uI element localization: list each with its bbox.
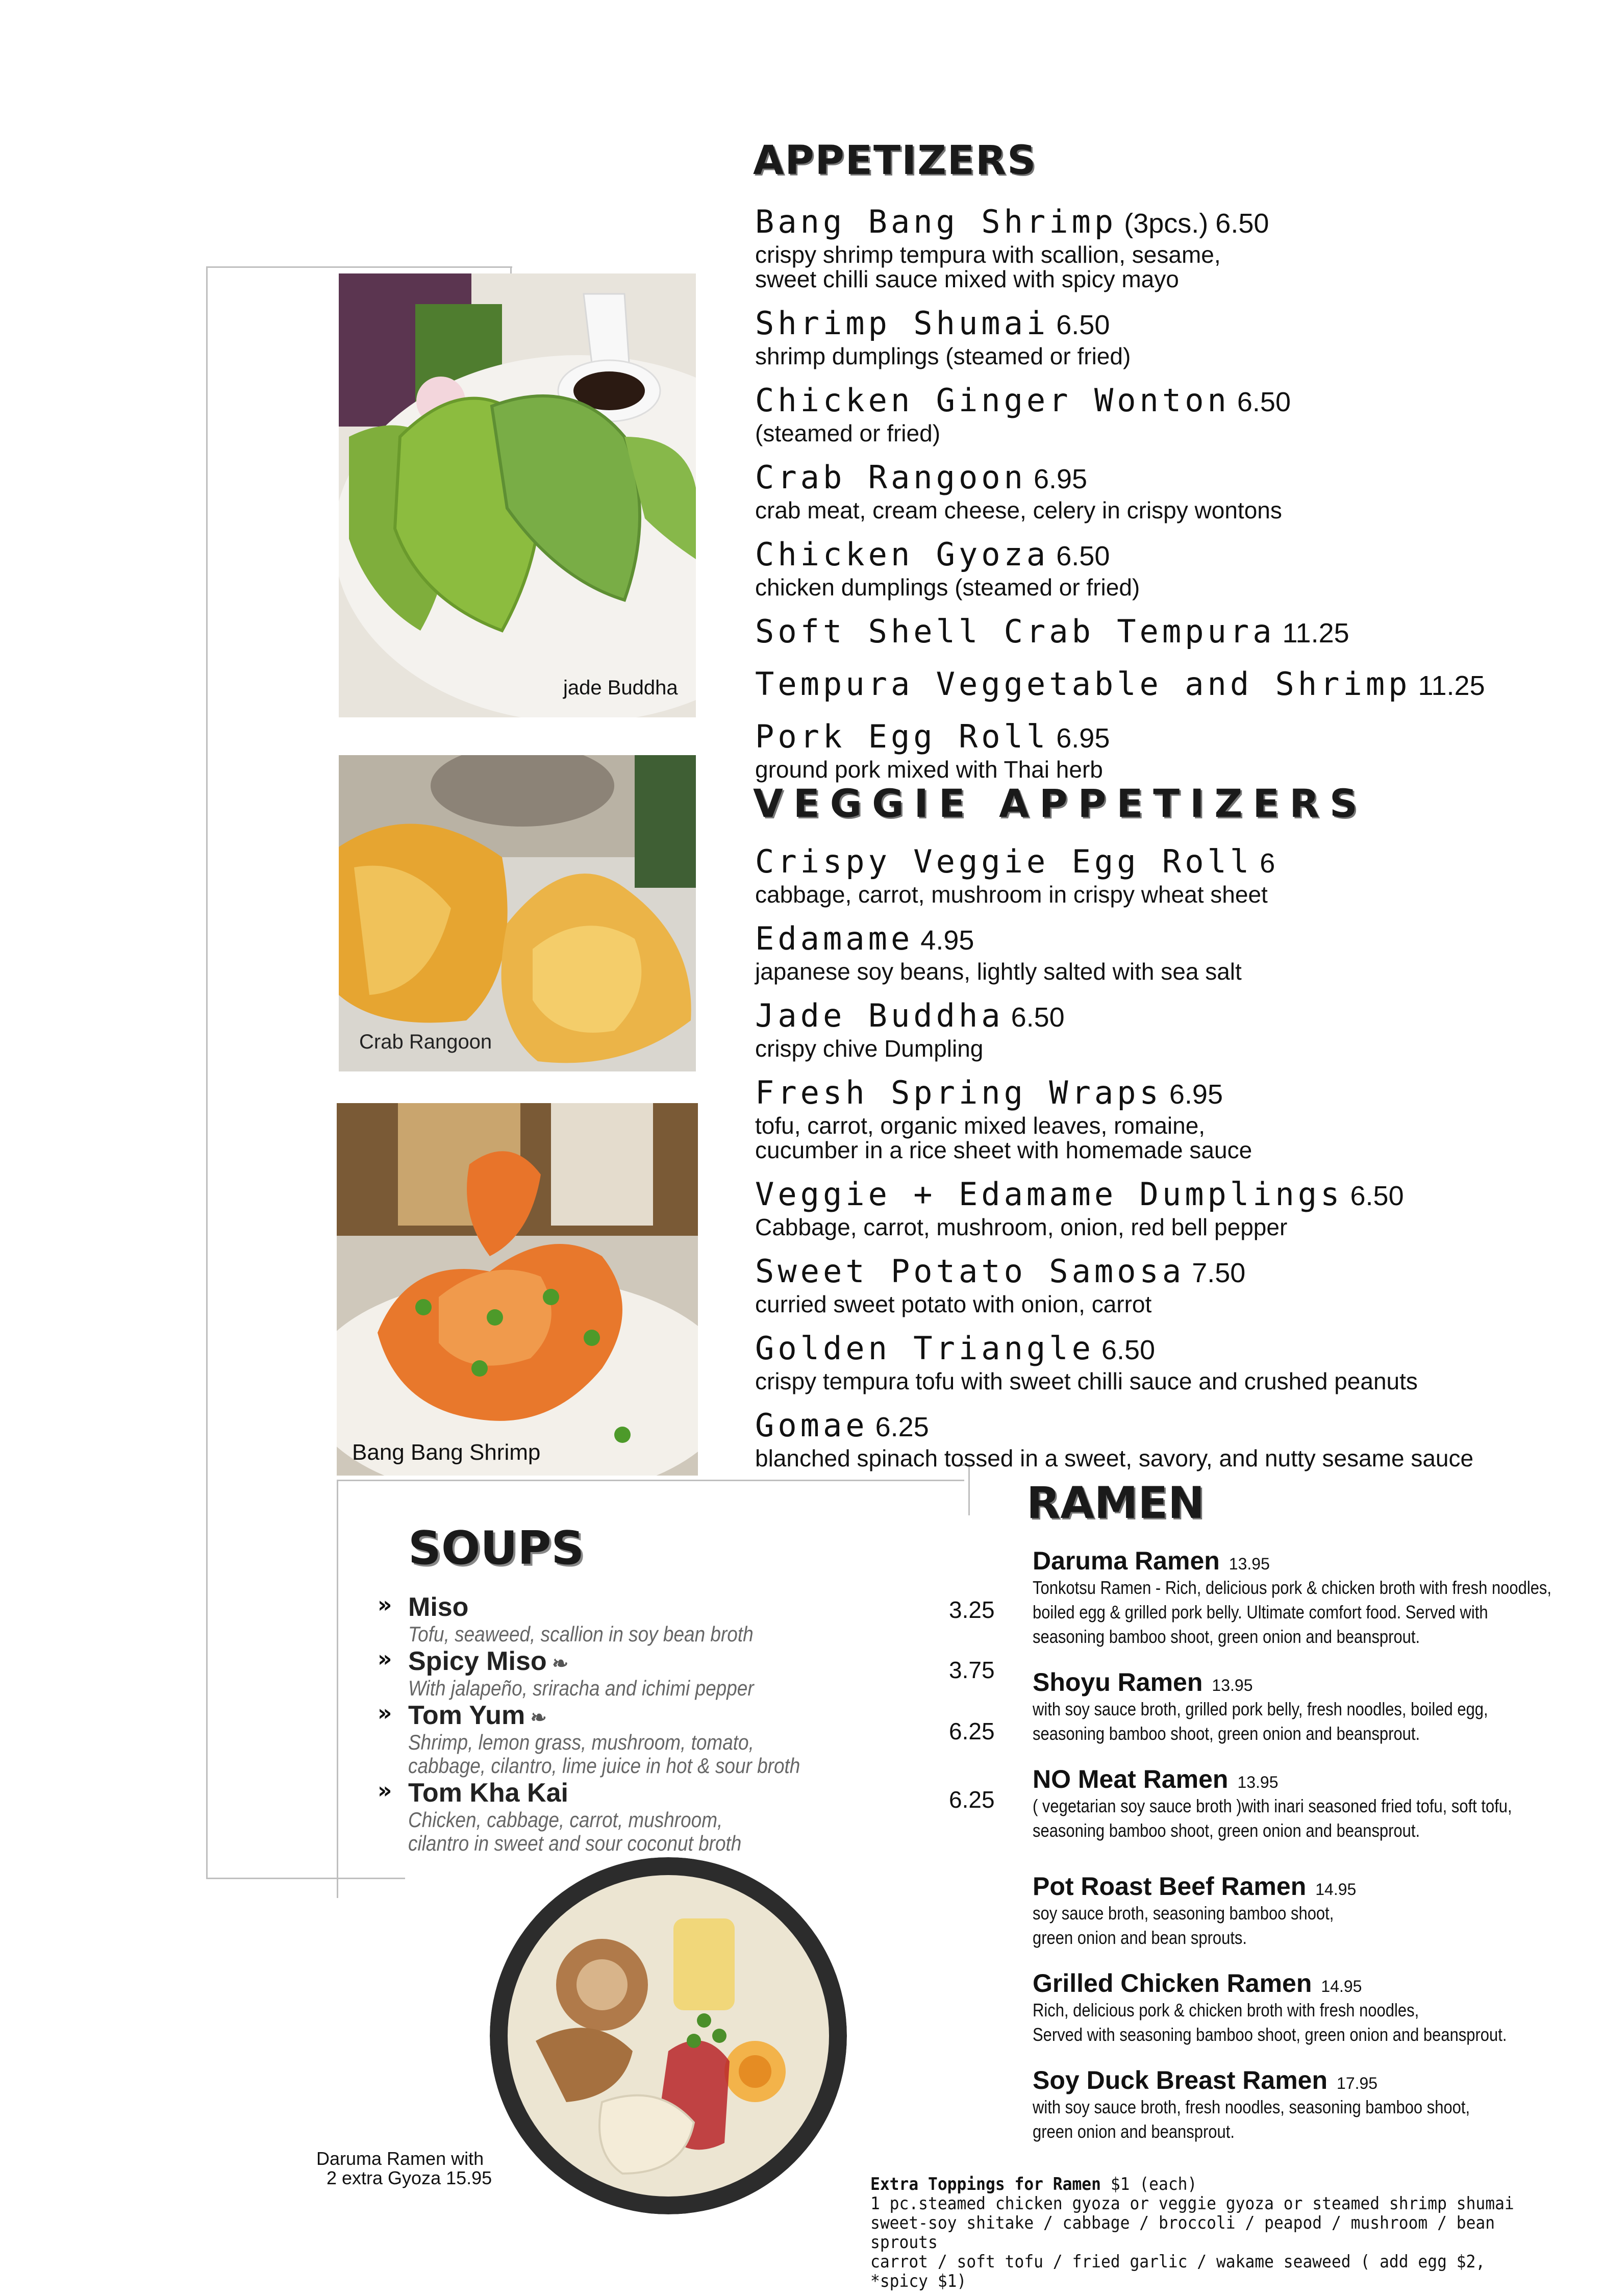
item-price: 11.25 [1418, 670, 1485, 701]
ramen-description: green onion and bean sprouts. [1033, 1927, 1247, 1948]
menu-item [755, 1407, 1551, 1470]
daruma-ramen-photo [490, 1857, 847, 2214]
item-description: crab meat, cream cheese, celery in crispy wontons [755, 497, 1282, 523]
veggie-appetizer-list [755, 843, 1551, 1484]
item-name [755, 1253, 1551, 1292]
item-name-text: Edamame [755, 920, 914, 957]
ramen-price: 14.95 [1321, 1977, 1362, 1995]
soups-title: SOUPS [408, 1521, 585, 1575]
ramen-item [1033, 1667, 1584, 1746]
soup-item [378, 1646, 995, 1700]
frame-line [337, 1480, 338, 1898]
item-description: curried sweet potato with onion, carrot [755, 1291, 1152, 1317]
ramen-description: soy sauce broth, seasoning bamboo shoot, [1033, 1903, 1334, 1924]
item-name-text: Crab Rangoon [755, 459, 1026, 496]
soup-item [378, 1592, 995, 1646]
item-name [755, 1330, 1551, 1369]
item-description: chicken dumplings (steamed or fried) [755, 574, 1140, 601]
ramen-name-text: Pot Roast Beef Ramen [1033, 1872, 1307, 1901]
item-price: 6.50 [1011, 1002, 1065, 1033]
item-name [755, 613, 1551, 652]
ramen-description: Tonkotsu Ramen - Rich, delicious pork & chicken broth with fresh noodles, [1033, 1577, 1552, 1598]
veggie-appetizers-title: VEGGIE APPETIZERS [753, 781, 1368, 826]
toppings-line: sweet-soy shitake / cabbage / broccoli / peapod / mushroom / bean sprouts [870, 2213, 1495, 2253]
toppings-line: carrot / soft tofu / fried garlic / wakame seaweed ( add egg $2, *spicy $1) [870, 2252, 1486, 2291]
ramen-description: seasoning bamboo shoot, green onion and beansprout. [1033, 1626, 1420, 1647]
item-price: 6.50 [1237, 387, 1291, 417]
daruma-ramen-image [490, 1857, 847, 2214]
ramen-description: with soy sauce broth, grilled pork belly, fresh noodles, boiled egg, [1033, 1699, 1488, 1719]
item-description: cabbage, carrot, mushroom in crispy wheat sheet [755, 881, 1268, 908]
item-description: Cabbage, carrot, mushroom, onion, red bell pepper [755, 1214, 1288, 1240]
soup-price: 3.75 [949, 1657, 995, 1683]
ramen-description: Rich, delicious pork & chicken broth with fresh noodles, [1033, 2000, 1419, 2020]
item-price: 4.95 [920, 925, 974, 956]
ramen-description: boiled egg & grilled pork belly. Ultimate comfort food. Served with [1033, 1602, 1488, 1623]
item-price: 6.25 [875, 1412, 929, 1442]
ramen-price: 13.95 [1237, 1773, 1279, 1791]
item-name [755, 718, 1551, 757]
item-name [755, 997, 1551, 1036]
ramen-price: 14.95 [1315, 1880, 1357, 1899]
appetizer-list [755, 203, 1551, 795]
menu-item [755, 718, 1551, 782]
ramen-item [1033, 1764, 1584, 1843]
frame-line [206, 266, 512, 268]
item-price: 6.50 [1101, 1335, 1156, 1365]
frame-line [206, 266, 208, 1879]
soup-description: Chicken, cabbage, carrot, mushroom, [408, 1808, 723, 1832]
ramen-name-text: Soy Duck Breast Ramen [1033, 2066, 1328, 2094]
menu-item [755, 843, 1551, 907]
soup-description: With jalapeño, sriracha and ichimi pepper [408, 1676, 754, 1700]
soup-name-text: Tom Kha Kai [408, 1778, 568, 1808]
menu-item [755, 1253, 1551, 1316]
bang-bang-shrimp-caption: Bang Bang Shrimp [352, 1440, 541, 1465]
item-description: tofu, carrot, organic mixed leaves, romaine, [755, 1112, 1206, 1139]
item-name [755, 665, 1551, 705]
item-name-text: Tempura Veggetable and Shrimp [755, 665, 1411, 703]
menu-item [755, 1176, 1551, 1239]
extra-toppings [870, 2175, 1527, 2291]
item-description: (steamed or fried) [755, 420, 941, 446]
item-description: crispy tempura tofu with sweet chilli sauce and crushed peanuts [755, 1368, 1418, 1394]
ramen-name [1033, 1871, 1584, 1901]
ramen-description: seasoning bamboo shoot, green onion and beansprout. [1033, 1820, 1420, 1841]
soup-name [408, 1700, 995, 1731]
bullet-icon: » [378, 1646, 392, 1672]
bullet-icon: » [378, 1778, 392, 1804]
soup-description: cilantro in sweet and sour coconut broth [408, 1831, 742, 1855]
ramen-name [1033, 1667, 1584, 1697]
ramen-item [1033, 1871, 1584, 1950]
item-name [755, 305, 1551, 344]
item-name-text: Gomae [755, 1407, 868, 1444]
menu-item [755, 1074, 1551, 1162]
item-price: 6.50 [1215, 208, 1269, 239]
soup-price: 6.25 [949, 1786, 995, 1813]
item-price: 6 [1260, 848, 1275, 879]
appetizers-title: APPETIZERS [753, 138, 1037, 184]
menu-item [755, 1330, 1551, 1393]
item-name-text: Fresh Spring Wraps [755, 1074, 1162, 1111]
ramen-description: ( vegetarian soy sauce broth )with inari seasoned fried tofu, soft tofu, [1033, 1795, 1512, 1816]
item-name [755, 459, 1551, 498]
soup-name [408, 1778, 995, 1808]
item-description: sweet chilli sauce mixed with spicy mayo [755, 266, 1179, 292]
item-name-text: Sweet Potato Samosa [755, 1253, 1185, 1290]
crab-rangoon-photo [339, 755, 696, 1071]
soup-item [378, 1778, 995, 1855]
item-price: 6.95 [1056, 723, 1110, 754]
item-price: 6.95 [1169, 1079, 1223, 1110]
ramen-price: 13.95 [1229, 1555, 1270, 1573]
soup-name [408, 1592, 995, 1623]
item-quantity: (3pcs.) [1124, 208, 1209, 239]
soup-price: 6.25 [949, 1718, 995, 1744]
item-name [755, 536, 1551, 575]
item-description: crispy chive Dumpling [755, 1035, 984, 1062]
bullet-icon: » [378, 1700, 392, 1726]
bang-bang-shrimp-image [337, 1103, 698, 1476]
item-name-text: Shrimp Shumai [755, 305, 1049, 342]
item-description: japanese soy beans, lightly salted with sea salt [755, 958, 1242, 985]
soup-name [408, 1646, 995, 1677]
menu-item [755, 536, 1551, 600]
crab-rangoon-caption: Crab Rangoon [359, 1031, 492, 1053]
item-name-text: Bang Bang Shrimp [755, 203, 1117, 240]
menu-item [755, 459, 1551, 522]
menu-item [755, 997, 1551, 1061]
item-price: 11.25 [1282, 618, 1349, 648]
item-price: 6.50 [1350, 1181, 1404, 1211]
ramen-list [1033, 1546, 1584, 2144]
soup-description: Tofu, seaweed, scallion in soy bean broth [408, 1622, 754, 1646]
ramen-name [1033, 1546, 1584, 1576]
bullet-icon: » [378, 1592, 392, 1618]
ramen-name-text: Grilled Chicken Ramen [1033, 1969, 1312, 1998]
ramen-item [1033, 2065, 1584, 2144]
ramen-name [1033, 2065, 1584, 2095]
item-price: 6.50 [1056, 541, 1110, 571]
item-name [755, 203, 1551, 242]
ramen-description: seasoning bamboo shoot, green onion and beansprout. [1033, 1723, 1420, 1744]
ramen-name [1033, 1968, 1584, 1998]
ramen-item [1033, 1546, 1584, 1649]
soup-description: cabbage, cilantro, lime juice in hot & sour broth [408, 1754, 800, 1778]
item-name [755, 1176, 1551, 1215]
menu-item [755, 665, 1551, 705]
item-name-text: Jade Buddha [755, 997, 1004, 1034]
item-name [755, 382, 1551, 421]
ramen-title: RAMEN [1026, 1478, 1205, 1529]
ramen-description: with soy sauce broth, fresh noodles, seasoning bamboo shoot, [1033, 2097, 1470, 2117]
item-name-text: Crispy Veggie Egg Roll [755, 843, 1253, 880]
chili-pepper-icon: ❧ [525, 1707, 547, 1729]
jade-buddha-caption: jade Buddha [563, 677, 678, 699]
ramen-name-text: Shoyu Ramen [1033, 1668, 1203, 1696]
menu-item [755, 382, 1551, 445]
daruma-ramen-caption-line1: Daruma Ramen with [316, 2148, 484, 2169]
ramen-description: green onion and beansprout. [1033, 2121, 1235, 2142]
item-price: 7.50 [1192, 1258, 1246, 1288]
ramen-price: 13.95 [1212, 1676, 1253, 1694]
menu-item [755, 305, 1551, 368]
item-price: 6.50 [1056, 310, 1110, 340]
item-name-text: Chicken Gyoza [755, 536, 1049, 573]
menu-item [755, 203, 1551, 291]
soup-name-text: Tom Yum [408, 1701, 525, 1730]
item-description: cucumber in a rice sheet with homemade sauce [755, 1137, 1252, 1163]
daruma-ramen-caption-line2: 2 extra Gyoza 15.95 [327, 2167, 492, 2188]
item-description: blanched spinach tossed in a sweet, savory, and nutty sesame sauce [755, 1445, 1474, 1471]
toppings-price: $1 (each) [1110, 2174, 1197, 2194]
item-name [755, 1074, 1551, 1113]
item-name-text: Chicken Ginger Wonton [755, 382, 1230, 419]
soup-name-text: Miso [408, 1592, 469, 1622]
ramen-name-text: Daruma Ramen [1033, 1546, 1220, 1575]
item-description: shrimp dumplings (steamed or fried) [755, 343, 1131, 369]
ramen-item [1033, 1968, 1584, 2047]
toppings-line: 1 pc.steamed chicken gyoza or veggie gyoza or steamed shrimp shumai [870, 2193, 1514, 2214]
menu-item [755, 920, 1551, 984]
item-name-text: Veggie + Edamame Dumplings [755, 1176, 1343, 1213]
item-name-text: Soft Shell Crab Tempura [755, 613, 1275, 650]
ramen-description: Served with seasoning bamboo shoot, green onion and beansprout. [1033, 2024, 1507, 2045]
jade-buddha-photo [339, 273, 696, 717]
item-name-text: Golden Triangle [755, 1330, 1094, 1367]
crab-rangoon-image [339, 755, 696, 1071]
soup-item [378, 1700, 995, 1778]
item-name [755, 1407, 1551, 1446]
ramen-name [1033, 1764, 1584, 1794]
jade-buddha-image [339, 273, 696, 717]
item-price: 6.95 [1033, 464, 1088, 494]
bang-bang-shrimp-photo [337, 1103, 698, 1476]
soup-description: Shrimp, lemon grass, mushroom, tomato, [408, 1730, 754, 1754]
item-name [755, 843, 1551, 882]
ramen-price: 17.95 [1337, 2074, 1378, 2092]
toppings-title: Extra Toppings for Ramen [870, 2174, 1101, 2194]
soup-name-text: Spicy Miso [408, 1646, 547, 1676]
item-description: ground pork mixed with Thai herb [755, 756, 1103, 783]
item-name [755, 920, 1551, 959]
item-description: crispy shrimp tempura with scallion, sesame, [755, 241, 1221, 268]
frame-line [206, 1878, 405, 1879]
soup-price: 3.25 [949, 1596, 995, 1623]
menu-item [755, 613, 1551, 652]
item-name-text: Pork Egg Roll [755, 718, 1049, 755]
ramen-name-text: NO Meat Ramen [1033, 1765, 1229, 1793]
chili-pepper-icon: ❧ [546, 1653, 569, 1675]
